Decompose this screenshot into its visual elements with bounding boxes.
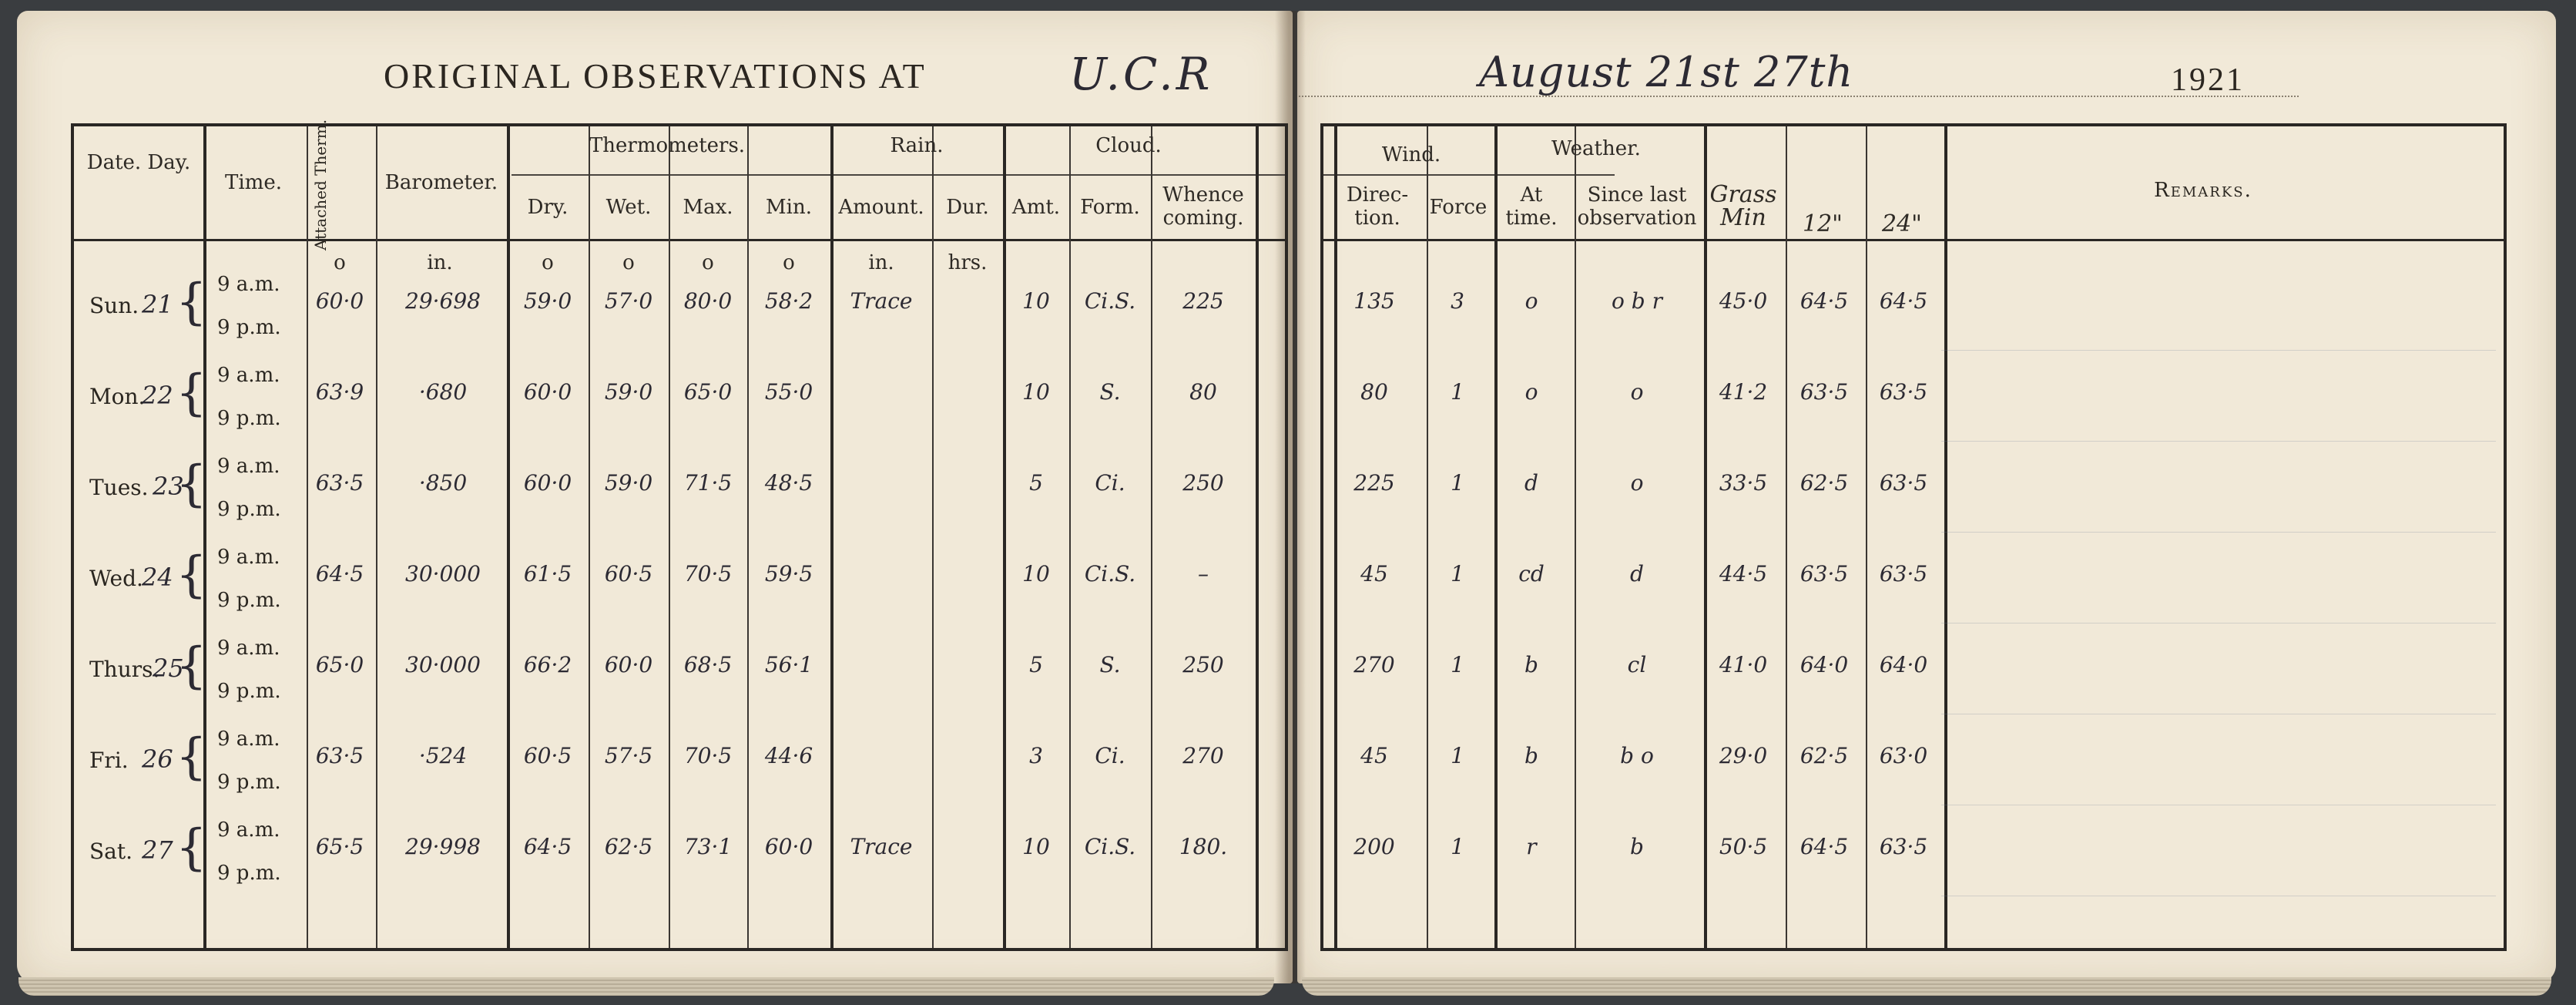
day-brace: { <box>176 546 207 603</box>
cell-d12: 64·0 <box>1800 652 1849 677</box>
col-line <box>507 126 510 948</box>
cell-form: Ci. <box>1095 743 1125 768</box>
col-line <box>830 126 834 948</box>
cell-d24: 64·5 <box>1879 288 1928 314</box>
cell-amt: 5 <box>1029 470 1043 496</box>
cell-dry: 60·0 <box>523 379 572 405</box>
cell-d24: 63·5 <box>1879 561 1928 587</box>
cell-wet: 59·0 <box>604 379 653 405</box>
col-line <box>1866 126 1867 948</box>
cell-max: 70·5 <box>683 561 733 587</box>
cell-whence: 80 <box>1189 379 1217 405</box>
header-whence-coming: Whence coming. <box>1162 183 1244 230</box>
row-rule <box>1941 623 2496 624</box>
cell-since: b <box>1630 834 1644 859</box>
time-pm: 9 p.m. <box>217 316 281 339</box>
cell-max: 73·1 <box>683 834 733 859</box>
cell-d12: 62·5 <box>1800 743 1849 768</box>
header-wet: Wet. <box>605 196 652 219</box>
cell-form: Ci.S. <box>1084 834 1136 859</box>
cell-min: 48·5 <box>764 470 813 496</box>
page-edge-right <box>1302 977 2551 996</box>
cell-since: d <box>1630 561 1644 587</box>
cell-max: 65·0 <box>683 379 733 405</box>
cell-d24: 63·5 <box>1879 834 1928 859</box>
header-thermometers: Thermometers. <box>589 134 746 157</box>
station-name: U.C.R <box>1069 48 1213 100</box>
cell-d24: 64·0 <box>1879 652 1928 677</box>
col-line <box>376 126 377 948</box>
cell-grass: 41·2 <box>1719 379 1768 405</box>
cell-barometer: ·850 <box>418 470 468 496</box>
observations-table-right <box>1320 123 2507 951</box>
cell-d12: 64·5 <box>1800 834 1849 859</box>
col-line <box>932 126 934 948</box>
row-rule <box>1941 532 2496 533</box>
day-date: 21 <box>142 290 173 319</box>
header-rain: Rain. <box>890 134 944 157</box>
time-am: 9 a.m. <box>217 546 280 569</box>
col-line <box>1003 126 1006 948</box>
cell-d24: 63·5 <box>1879 379 1928 405</box>
col-line <box>1151 126 1152 948</box>
cell-attached: 60·0 <box>315 288 364 314</box>
day-brace: { <box>176 819 207 876</box>
cell-min: 60·0 <box>764 834 813 859</box>
cell-dry: 64·5 <box>523 834 572 859</box>
cell-amt: 5 <box>1029 652 1043 677</box>
cell-wet: 60·0 <box>604 652 653 677</box>
time-am: 9 a.m. <box>217 273 280 296</box>
time-am: 9 a.m. <box>217 818 280 842</box>
cell-wet: 57·0 <box>604 288 653 314</box>
cell-grass: 50·5 <box>1719 834 1768 859</box>
col-line <box>1427 126 1428 948</box>
header-max: Max. <box>683 196 733 219</box>
header-wind: Wind. <box>1381 143 1441 166</box>
header-rain-amount: Amount. <box>838 196 924 219</box>
cell-attached: 63·5 <box>315 470 364 496</box>
day-brace: { <box>176 728 207 785</box>
cell-barometer: 30·000 <box>405 652 481 677</box>
cell-attached: 63·9 <box>315 379 364 405</box>
cell-amt: 3 <box>1029 743 1043 768</box>
cell-since: b o <box>1620 743 1654 768</box>
header-barometer: Barometer. <box>384 171 498 194</box>
cell-since: o <box>1630 379 1644 405</box>
day-date: 22 <box>142 381 173 410</box>
cell-at-time: o <box>1524 379 1538 405</box>
day-name: Tues. <box>89 475 149 500</box>
cell-min: 56·1 <box>764 652 813 677</box>
cell-amt: 10 <box>1022 379 1050 405</box>
cell-form: Ci.S. <box>1084 288 1136 314</box>
time-pm: 9 p.m. <box>217 771 281 794</box>
cell-dry: 61·5 <box>523 561 572 587</box>
cell-wet: 59·0 <box>604 470 653 496</box>
cell-dir: 200 <box>1353 834 1395 859</box>
col-line <box>669 126 670 948</box>
unit-label: o <box>542 251 554 274</box>
cell-grass: 29·0 <box>1719 743 1768 768</box>
cell-rain: Trace <box>850 288 913 314</box>
cell-since: o <box>1630 470 1644 496</box>
period-dates: August 21st 27th <box>1479 48 1854 96</box>
unit-label: o <box>702 251 714 274</box>
header-cloud: Cloud. <box>1095 134 1162 157</box>
day-date: 25 <box>153 654 184 683</box>
cell-amt: 10 <box>1022 288 1050 314</box>
cell-rain: Trace <box>850 834 913 859</box>
cell-max: 70·5 <box>683 743 733 768</box>
col-line <box>1494 126 1498 948</box>
day-name: Thurs. <box>89 657 160 682</box>
time-pm: 9 p.m. <box>217 862 281 885</box>
cell-at-time: b <box>1524 743 1538 768</box>
cell-dir: 45 <box>1360 561 1388 587</box>
cell-wet: 57·5 <box>604 743 653 768</box>
cell-wet: 60·5 <box>604 561 653 587</box>
cell-d12: 62·5 <box>1800 470 1849 496</box>
cell-force: 3 <box>1451 288 1464 314</box>
time-am: 9 a.m. <box>217 455 280 478</box>
header-time: Time. <box>225 171 282 194</box>
cell-at-time: cd <box>1518 561 1545 587</box>
cell-barometer: 29·698 <box>405 288 481 314</box>
time-pm: 9 p.m. <box>217 589 281 612</box>
cell-barometer: 29·998 <box>405 834 481 859</box>
cell-form: Ci.S. <box>1084 561 1136 587</box>
header-weather: Weather. <box>1551 137 1641 160</box>
cell-dir: 45 <box>1360 743 1388 768</box>
cell-grass: 45·0 <box>1719 288 1768 314</box>
cell-barometer: ·680 <box>418 379 468 405</box>
cell-force: 1 <box>1451 561 1464 587</box>
cell-dry: 60·5 <box>523 743 572 768</box>
time-am: 9 a.m. <box>217 637 280 660</box>
cell-force: 1 <box>1451 834 1464 859</box>
col-line <box>1786 126 1787 948</box>
group-divider <box>512 174 1285 176</box>
cell-min: 59·5 <box>764 561 813 587</box>
cell-barometer: 30·000 <box>405 561 481 587</box>
cell-form: Ci. <box>1095 470 1125 496</box>
row-rule <box>1941 441 2496 442</box>
cell-force: 1 <box>1451 379 1464 405</box>
cell-force: 1 <box>1451 470 1464 496</box>
cell-at-time: o <box>1524 288 1538 314</box>
header-grass-min: Grass Min <box>1709 181 1777 231</box>
cell-grass: 44·5 <box>1719 561 1768 587</box>
cell-attached: 65·0 <box>315 652 364 677</box>
header-date-day: Date. Day. <box>86 151 191 174</box>
time-pm: 9 p.m. <box>217 407 281 430</box>
day-date: 27 <box>142 835 173 865</box>
unit-label: o <box>334 251 346 274</box>
cell-whence: 180. <box>1179 834 1228 859</box>
cell-whence: 225 <box>1182 288 1224 314</box>
cell-at-time: r <box>1526 834 1537 859</box>
day-brace: { <box>176 455 207 513</box>
day-brace: { <box>176 365 207 422</box>
cell-force: 1 <box>1451 743 1464 768</box>
cell-whence: 250 <box>1182 652 1224 677</box>
cell-min: 58·2 <box>764 288 813 314</box>
cell-whence: – <box>1198 561 1209 587</box>
cell-dry: 59·0 <box>523 288 572 314</box>
header-cloud-form: Form. <box>1080 196 1140 219</box>
header-soil-24: 24" <box>1882 210 1922 237</box>
unit-label: o <box>783 251 795 274</box>
header-cloud-amt: Amt. <box>1011 196 1061 219</box>
header-wind-direction: Direc- tion. <box>1346 183 1409 230</box>
cell-attached: 64·5 <box>315 561 364 587</box>
unit-label: hrs. <box>948 251 988 274</box>
cell-form: S. <box>1099 379 1121 405</box>
cell-since: cl <box>1627 652 1647 677</box>
cell-dir: 270 <box>1353 652 1395 677</box>
cell-max: 71·5 <box>683 470 733 496</box>
unit-label: o <box>622 251 635 274</box>
unit-label: in. <box>868 251 894 274</box>
unit-label: in. <box>427 251 453 274</box>
day-name: Fri. <box>89 748 129 773</box>
day-brace: { <box>176 637 207 694</box>
cell-min: 44·6 <box>764 743 813 768</box>
cell-d24: 63·5 <box>1879 470 1928 496</box>
cell-dir: 225 <box>1353 470 1395 496</box>
cell-max: 80·0 <box>683 288 733 314</box>
header-weather-since-last: Since last observation <box>1577 183 1697 230</box>
cell-amt: 10 <box>1022 834 1050 859</box>
col-line <box>747 126 749 948</box>
time-pm: 9 p.m. <box>217 680 281 703</box>
cell-d12: 64·5 <box>1800 288 1849 314</box>
cell-d12: 63·5 <box>1800 379 1849 405</box>
cell-d24: 63·0 <box>1879 743 1928 768</box>
header-attached-therm: Attached Therm. <box>311 119 330 250</box>
cell-dir: 80 <box>1360 379 1388 405</box>
time-pm: 9 p.m. <box>217 498 281 521</box>
col-line <box>307 126 308 948</box>
cell-whence: 250 <box>1182 470 1224 496</box>
col-line <box>1575 126 1576 948</box>
cell-form: S. <box>1099 652 1121 677</box>
col-line <box>1069 126 1071 948</box>
cell-attached: 63·5 <box>315 743 364 768</box>
day-date: 24 <box>142 563 173 592</box>
col-line <box>589 126 590 948</box>
time-am: 9 a.m. <box>217 364 280 387</box>
header-wind-force: Force <box>1429 196 1488 219</box>
time-am: 9 a.m. <box>217 728 280 751</box>
col-line <box>1704 126 1707 948</box>
day-name: Sun. <box>89 293 139 318</box>
cell-grass: 41·0 <box>1719 652 1768 677</box>
cell-wet: 62·5 <box>604 834 653 859</box>
row-rule <box>1941 350 2496 351</box>
header-rain-dur: Dur. <box>946 196 989 219</box>
col-line <box>1256 126 1259 948</box>
header-remarks: Remarks. <box>2154 179 2252 202</box>
cell-at-time: d <box>1524 470 1538 496</box>
header-min: Min. <box>766 196 812 219</box>
cell-dry: 66·2 <box>523 652 572 677</box>
cell-amt: 10 <box>1022 561 1050 587</box>
cell-since: o b r <box>1612 288 1662 314</box>
header-weather-at-time: At time. <box>1505 183 1558 230</box>
cell-min: 55·0 <box>764 379 813 405</box>
day-date: 26 <box>142 745 173 774</box>
printed-title: ORIGINAL OBSERVATIONS AT <box>384 56 927 96</box>
day-name: Mon. <box>89 384 146 409</box>
year: 1921 <box>2171 62 2245 98</box>
group-divider <box>1323 174 1615 176</box>
col-line <box>1944 126 1947 948</box>
cell-dir: 135 <box>1353 288 1395 314</box>
day-brace: { <box>176 274 207 331</box>
cell-whence: 270 <box>1182 743 1224 768</box>
cell-grass: 33·5 <box>1719 470 1768 496</box>
cell-max: 68·5 <box>683 652 733 677</box>
cell-dry: 60·0 <box>523 470 572 496</box>
cell-attached: 65·5 <box>315 834 364 859</box>
cell-barometer: ·524 <box>418 743 468 768</box>
day-name: Wed. <box>89 566 143 591</box>
day-date: 23 <box>153 472 184 501</box>
day-name: Sat. <box>89 839 133 864</box>
header-dry: Dry. <box>527 196 569 219</box>
header-soil-12: 12" <box>1803 210 1843 237</box>
col-line <box>1334 126 1337 948</box>
cell-d12: 63·5 <box>1800 561 1849 587</box>
header-divider <box>1323 239 2504 241</box>
cell-force: 1 <box>1451 652 1464 677</box>
header-divider <box>74 239 1285 241</box>
page-edge-left <box>18 977 1274 996</box>
cell-at-time: b <box>1524 652 1538 677</box>
